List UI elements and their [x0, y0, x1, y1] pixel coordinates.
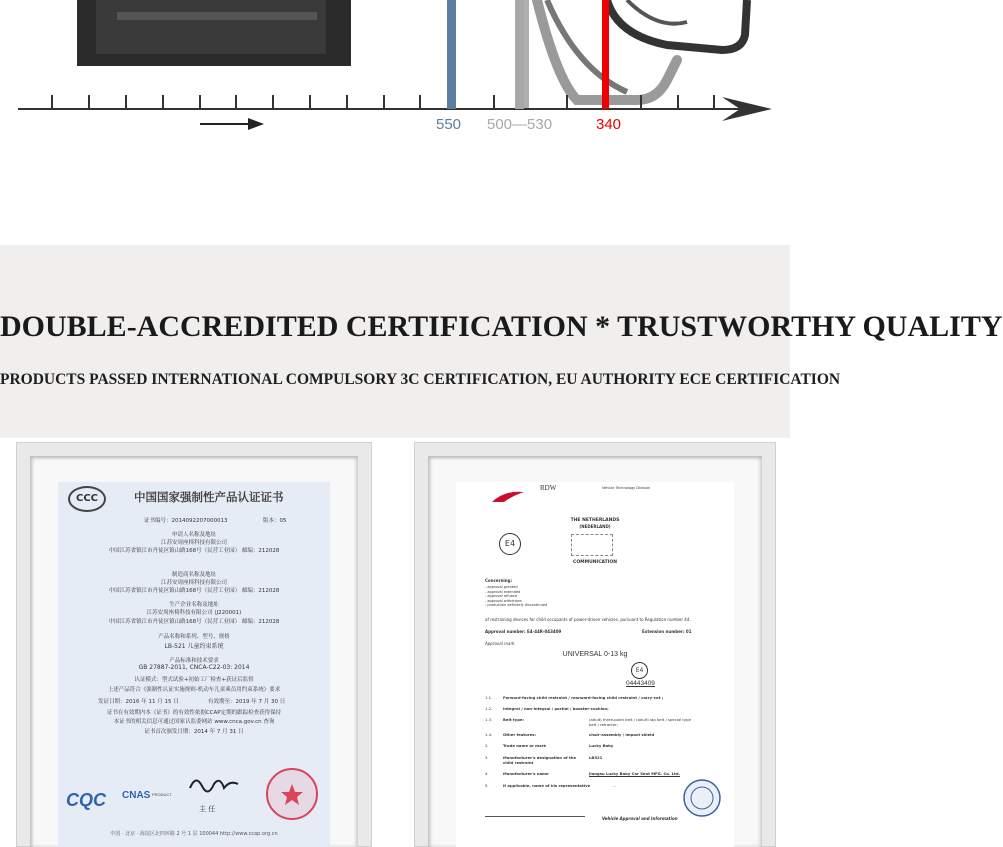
ccc-factory-addr: 中国江苏省镇江市丹徒区镇山路168号（民营工业园） 邮编：212028	[108, 619, 280, 625]
ccc-product-label: 产品名称和系列、型号、规格	[158, 634, 230, 640]
ece-row-num: 1.3.	[485, 717, 493, 722]
ece-row-key: If applicable, name of his representative	[503, 783, 591, 788]
ccc-std-label: 产品标准和技术要求	[169, 658, 219, 664]
ccc-applicant-addr: 中国江苏省镇江市丹徒区镇山路168号（民营工业园） 邮编：212028	[108, 548, 280, 554]
rdw-logo-icon	[490, 488, 526, 504]
ece-country-sub: (NEDERLAND)	[579, 524, 611, 529]
ece-row-key: Manufacturer's designation of the child restraint	[503, 755, 577, 765]
ccc-issue-date: 发证日期：2016 年 11 月 15 日	[98, 699, 179, 705]
ece-approval-mark: Approval mark	[485, 641, 515, 646]
ece-approval-no: Approval number: E4-44R-043409	[485, 629, 562, 634]
ece-brand: RDW	[540, 484, 557, 492]
ece-row-num: 5.	[485, 783, 489, 788]
height-axis	[0, 0, 790, 140]
ccc-footer: 中国 · 北京 · 海淀区北四环路 2 号 1 层 100044 http://www.ccap.org.cn	[110, 831, 278, 837]
ccc-product: LB-521 儿童约束系统	[164, 643, 224, 650]
ccc-first-issue: 证书首次颁发日期：2014 年 7 月 31 日	[144, 729, 244, 735]
ccc-maker-label: 制造商名称及地址	[171, 572, 216, 578]
official-seal-icon	[264, 766, 320, 822]
ccc-std: GB 27887-2011, CNCA-C22-03: 2014	[138, 664, 250, 671]
ccc-line2: 证书在有效期内本《证书》的有效性依据CCAP定期的跟踪检查获得保持	[106, 710, 282, 716]
ece-row-key: Trade name or mark	[503, 743, 547, 748]
svg-text:CQC: CQC	[66, 790, 106, 810]
ece-item: - approval refused	[485, 594, 517, 598]
marker-label-340: 340	[596, 116, 622, 133]
ece-certificate	[456, 482, 734, 847]
ccc-applicant-label: 申请人名称及地址	[171, 532, 216, 538]
ece-row-key: Integral / non-integral / partial / booster-cushion;	[503, 706, 609, 711]
ccc-factory-name: 江苏安周座椅科技有限公司 (J220001)	[146, 610, 242, 616]
ece-row-value: Jiangsu Lucky Baby Car Seat MFG. Co. Ltd.	[589, 771, 681, 776]
svg-text:CNAS: CNAS	[122, 790, 151, 801]
ccc-cert-no: 证书编号：2014092207000013	[144, 518, 228, 524]
ece-concerning: Concerning:	[485, 578, 513, 583]
director-signature-icon	[186, 770, 246, 796]
e4-mark-icon: E4	[499, 533, 521, 555]
ece-row-num: 1.2.	[485, 706, 493, 711]
ece-item: - approval extended	[485, 589, 521, 594]
ece-row-num: 1.4.	[485, 732, 493, 737]
ece-country: THE NETHERLANDS	[570, 518, 620, 523]
ece-item: - approval granted	[485, 585, 518, 589]
seat-height-section	[0, 0, 790, 245]
svg-text:PRODUCT: PRODUCT	[152, 792, 172, 797]
ece-row-key: Belt type:	[503, 717, 525, 722]
dutch-coat-of-arms-icon	[571, 534, 613, 556]
cqc-cnas-logos-icon	[64, 782, 174, 812]
ccc-maker-name: 江苏安周座椅科技有限公司	[160, 580, 227, 586]
ece-row-num: 1.1.	[485, 695, 493, 700]
ece-doc-title: COMMUNICATION	[573, 560, 617, 565]
ece-footer-address-block	[485, 816, 585, 835]
page-subtitle: PRODUCTS PASSED INTERNATIONAL COMPULSORY 3C CERTIFICATION, EU AUTHORITY ECE CERTIFICATION	[0, 371, 841, 388]
ece-brand-sub: Vehicle Technology Division	[602, 486, 651, 490]
ccc-maker-addr: 中国江苏省镇江市丹徒区镇山路168号（民营工业园） 邮编：212028	[108, 588, 280, 594]
marker-label-500-530: 500—530	[487, 116, 553, 133]
ece-purpose: of restraining devices for child occupants of power-driven vehicles, pursuant to Regulation number 44.	[485, 617, 691, 622]
ccc-applicant-name: 江苏安周座椅科技有限公司	[160, 540, 227, 546]
marker-label-550: 550	[436, 116, 462, 133]
ece-code: 04443409	[626, 680, 655, 687]
ece-item: - approval withdrawn	[485, 598, 523, 603]
ece-row-value: Lucky Baby	[589, 743, 614, 748]
ccc-line1: 上述产品符合《强制性认证实施规则-机动车儿童乘员用约束系统》要求	[107, 687, 281, 693]
ccc-sign-title: 主 任	[199, 805, 216, 813]
ece-row-num: 2.	[485, 743, 489, 748]
ece-row-key: Manufacturer's name	[503, 771, 549, 776]
ece-row-value: chair-assembly / impact shield	[589, 732, 655, 737]
ece-row-value: --	[613, 783, 616, 788]
page-title: DOUBLE-ACCREDITED CERTIFICATION * TRUSTWORTHY QUALITY	[0, 310, 1003, 343]
ece-row-value: LB521	[589, 755, 603, 760]
ccc-line3: 本证书的相关信息可通过国家认监委网站 www.cnca.gov.cn 查询	[113, 719, 275, 725]
ccc-factory-label: 生产企业名称及地址	[169, 602, 219, 608]
rdw-stamp-icon	[682, 778, 722, 818]
ccc-logo-icon: CCC	[68, 486, 106, 512]
e4-small-mark-icon: E4	[631, 662, 648, 679]
ccc-mode: 认证模式：型式试验+初始工厂检查+获证后监督	[134, 677, 254, 683]
ece-row-key: Forward-facing child restraint / rearward-facing child restraint / carry-cot ;	[503, 695, 664, 700]
ece-row-key: Other features:	[503, 732, 537, 737]
ece-extension-no: Extension number: 01	[642, 629, 692, 634]
ece-item: - production definitely discontinued	[485, 603, 548, 607]
ccc-version: 版本：05	[263, 518, 287, 524]
ece-universal: UNIVERSAL 0-13 kg	[562, 651, 628, 658]
ece-footer-right: Vehicle Approval and Information	[602, 816, 678, 821]
ccc-valid-date: 有效期至：2019 年 7 月 30 日	[208, 699, 286, 705]
ece-row-num: 4.	[485, 771, 489, 776]
ece-items	[485, 585, 547, 608]
ece-row-value: (adult) three-point belt / (adult) lap belt / special type belt / retractor;	[589, 717, 691, 727]
ccc-certificate	[58, 482, 330, 847]
ccc-title: 中国国家强制性产品认证证书	[134, 490, 284, 504]
ece-row-num: 3.	[485, 755, 489, 760]
